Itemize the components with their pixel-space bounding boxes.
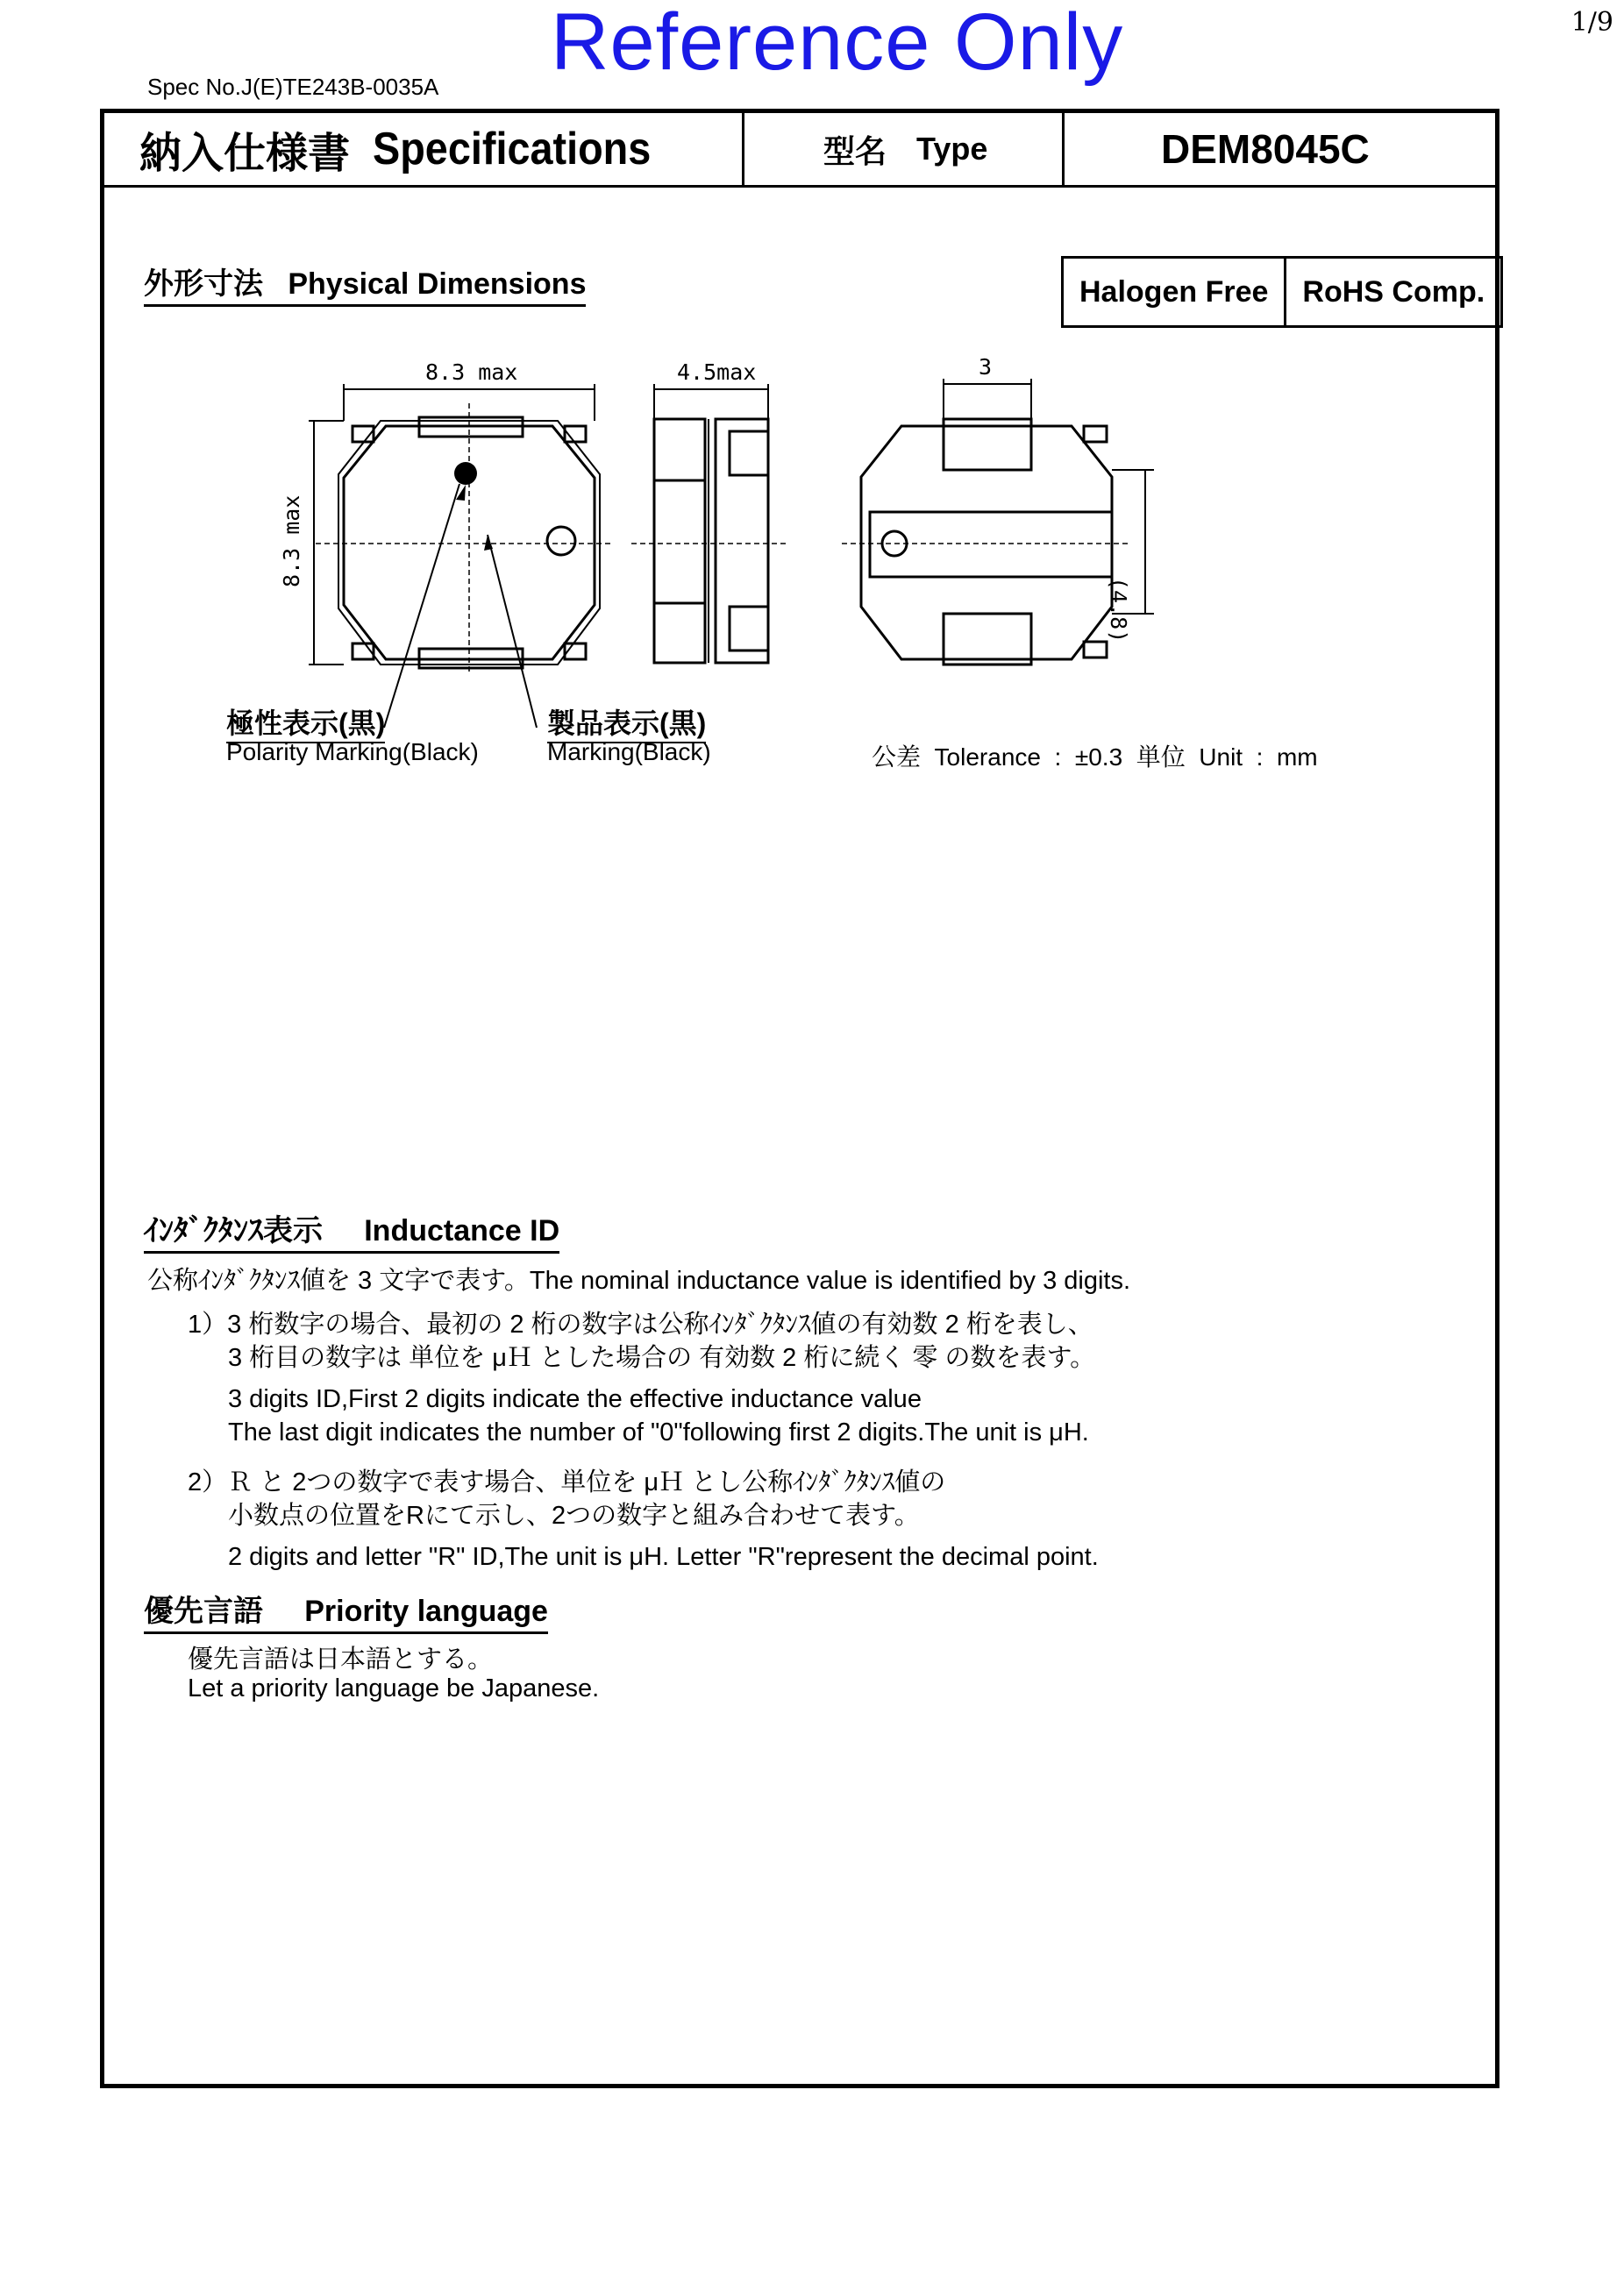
rohs-badge: RoHS Comp.: [1284, 259, 1500, 325]
bottom-terminal-2: [944, 614, 1031, 665]
polarity-label-en: Polarity Marking(Black): [226, 738, 479, 765]
side-view: [654, 419, 768, 663]
mounting-hole-circle: [547, 527, 575, 555]
doc-title-jp: 納入仕様書: [139, 130, 351, 177]
inductance-item2-jp-line1: 2）Ｒ と 2つの数字で表す場合、単位を μＨ とし公称ｲﾝﾀﾞｸﾀﾝｽ値の: [188, 1468, 946, 1496]
marking-label-en: Marking(Black): [547, 738, 711, 765]
dim-width-label: 8.3 max: [425, 359, 518, 385]
dim-terminal-label: 3: [979, 354, 993, 380]
inductance-item1-en-line2: The last digit indicates the number of "0"following first 2 digits.The unit is μH.: [228, 1418, 1089, 1447]
dimensions-heading-en: Physical Dimensions: [288, 267, 587, 301]
polarity-label-jp: 極性表示(黒): [226, 701, 385, 743]
spec-number: Spec No.J(E)TE243B-0035A: [147, 74, 439, 100]
inductance-heading-jp: ｲﾝﾀﾞｸﾀﾝｽ表示: [144, 1214, 323, 1248]
doc-title-en: Specifications: [373, 124, 652, 174]
page-number: 1/9: [1571, 7, 1613, 38]
inductance-item2-en: 2 digits and letter "R" ID,The unit is μH. Letter "R"represent the decimal point.: [228, 1543, 1099, 1571]
dim-thickness-label: 4.5max: [677, 359, 757, 385]
inductance-heading-en: Inductance ID: [364, 1214, 560, 1248]
bottom-view: [861, 419, 1112, 665]
inductance-heading: [144, 1206, 559, 1254]
priority-heading-jp: 優先言語: [144, 1595, 263, 1628]
priority-heading-en: Priority language: [304, 1595, 548, 1628]
inductance-intro: 公称ｲﾝﾀﾞｸﾀﾝｽ値を 3 文字で表す。The nominal inductance value is identified by 3 digits.: [147, 1267, 1131, 1295]
priority-heading: [144, 1587, 548, 1634]
priority-line-en: Let a priority language be Japanese.: [188, 1674, 600, 1702]
reference-only-watermark: Reference Only: [551, 0, 1124, 87]
model-name: DEM8045C: [1161, 126, 1370, 172]
dimension-drawing: [0, 0, 1624, 789]
tolerance-note: 公差 Tolerance : ±0.3 単位 Unit : mm: [872, 743, 1318, 771]
type-label-en: Type: [916, 131, 988, 167]
dim-height-label: 8.3 max: [279, 494, 304, 587]
inductance-item1-jp-line1: 1）3 桁数字の場合、最初の 2 桁の数字は公称ｲﾝﾀﾞｸﾀﾝｽ値の有効数 2 桁を表し、: [188, 1311, 1093, 1339]
marking-label-jp: 製品表示(黒): [547, 701, 706, 743]
dim-pitch-label: (4.8): [1106, 577, 1131, 643]
inductance-item1-jp-line2: 3 桁目の数字は 単位を μＨ とした場合の 有効数 2 桁に続く 零 の数を表す。: [228, 1344, 1096, 1372]
polarity-dot: [454, 462, 477, 485]
type-label-jp: 型名: [823, 132, 887, 169]
inductance-item2-jp-line2: 小数点の位置をRにて示し、2つの数字と組み合わせて表す。: [228, 1502, 920, 1530]
inductance-item1-en-line1: 3 digits ID,First 2 digits indicate the effective inductance value: [228, 1385, 922, 1413]
priority-line-jp: 優先言語は日本語とする。: [188, 1646, 494, 1674]
top-view: [338, 417, 600, 668]
halogen-free-badge: Halogen Free: [1079, 274, 1269, 309]
dimensions-heading-jp: 外形寸法: [144, 267, 263, 301]
